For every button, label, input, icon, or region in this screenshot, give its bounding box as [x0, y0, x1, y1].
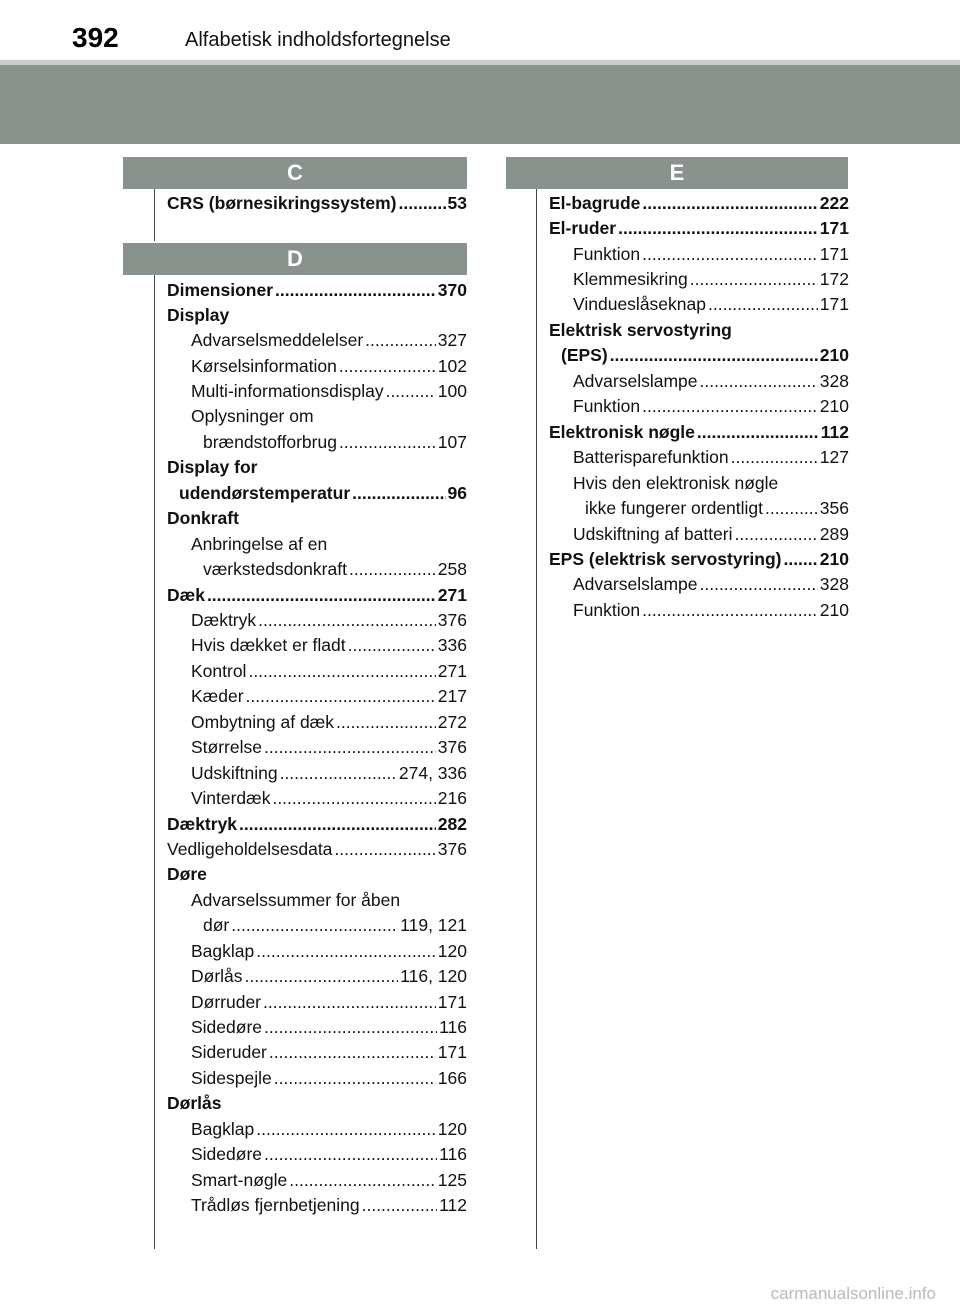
index-entry[interactable]	[573, 522, 849, 547]
index-entry[interactable]	[191, 1168, 467, 1193]
entry-page: 112	[820, 422, 849, 442]
entry-text: ikke fungerer ordentligt	[585, 498, 764, 518]
index-entry[interactable]	[573, 292, 849, 317]
dot-leader	[362, 1193, 437, 1218]
entry-page: 210	[819, 600, 849, 620]
entry-page: 328	[819, 574, 849, 594]
entry-text: Sidespejle	[191, 1068, 272, 1088]
entry-text: Dæktryk	[167, 814, 238, 834]
entry-page: 217	[437, 686, 467, 706]
dot-leader	[274, 1066, 436, 1091]
dot-leader	[765, 496, 818, 521]
dot-leader	[708, 292, 818, 317]
entry-page: 171	[819, 294, 849, 314]
index-entry[interactable]	[191, 633, 467, 658]
entry-text: Udskiftning af batteri	[573, 524, 733, 544]
page-number: 392	[72, 22, 119, 53]
index-entry[interactable]	[191, 964, 467, 989]
entry-text: CRS (børnesikringssystem)	[167, 193, 397, 213]
index-entry[interactable]	[167, 837, 467, 862]
dot-leader	[258, 608, 436, 633]
index-heading: Døre	[167, 864, 207, 884]
dot-leader	[610, 343, 818, 368]
index-entry[interactable]	[191, 684, 467, 709]
dot-leader	[264, 1015, 437, 1040]
dot-leader	[642, 242, 818, 267]
index-subheading: Advarselssummer for åben	[191, 890, 401, 910]
entry-text: dør	[203, 915, 230, 935]
dot-leader	[246, 684, 436, 709]
entry-page: 327	[437, 330, 467, 350]
entry-page: 112	[439, 1195, 467, 1215]
index-entry[interactable]	[573, 267, 849, 292]
column-rule	[536, 189, 537, 1249]
index-entry[interactable]	[191, 1040, 467, 1065]
entry-text: Elektronisk nøgle	[549, 422, 695, 442]
entry-text: Dørlås	[191, 966, 243, 986]
index-entry[interactable]	[549, 547, 849, 572]
index-entry[interactable]	[191, 1066, 467, 1091]
index-entry[interactable]	[191, 328, 467, 353]
entry-page: 96	[447, 483, 467, 503]
index-entry[interactable]	[573, 572, 849, 597]
index-entry[interactable]	[203, 913, 467, 938]
index-entry[interactable]	[573, 242, 849, 267]
dot-leader	[231, 913, 398, 938]
dot-leader	[352, 481, 445, 506]
entry-page: 171	[437, 1042, 467, 1062]
section-header-e: E	[506, 157, 848, 189]
entry-text: Bagklap	[191, 941, 255, 961]
entry-text: EPS (elektrisk servostyring)	[549, 549, 782, 569]
column-rule	[154, 275, 155, 1249]
entry-text: Advarselsmeddelelser	[191, 330, 364, 350]
entry-page: 376	[437, 737, 467, 757]
dot-leader	[735, 522, 818, 547]
index-entry[interactable]	[549, 420, 849, 445]
header-band	[0, 65, 960, 144]
entry-text: Vinterdæk	[191, 788, 271, 808]
entry-page: 222	[819, 193, 849, 213]
entry-text: Funktion	[573, 396, 641, 416]
entry-text: Funktion	[573, 244, 641, 264]
index-subheading: Oplysninger om	[191, 406, 314, 426]
entry-text: Vindueslåseknap	[573, 294, 706, 314]
entry-text: Dæktryk	[191, 610, 257, 630]
entry-text: Sidedøre	[191, 1144, 263, 1164]
entry-page: 120	[437, 1119, 467, 1139]
dot-leader	[280, 761, 397, 786]
index-entry[interactable]	[549, 191, 849, 216]
dot-leader	[731, 445, 818, 470]
entry-text: Multi-informationsdisplay	[191, 381, 384, 401]
index-entry[interactable]	[191, 761, 467, 786]
index-entry[interactable]	[191, 1142, 467, 1167]
watermark: carmanualsonline.info	[770, 1284, 936, 1303]
index-entry[interactable]	[203, 557, 467, 582]
entry-text: Smart-nøgle	[191, 1170, 288, 1190]
entry-text: Udskiftning	[191, 763, 278, 783]
entry-text: Batterisparefunktion	[573, 447, 729, 467]
dot-leader	[272, 786, 435, 811]
dot-leader	[207, 583, 436, 608]
index-entry[interactable]	[191, 786, 467, 811]
dot-leader	[256, 1117, 436, 1142]
entry-page: 127	[819, 447, 849, 467]
entry-text: Vedligeholdelsesdata	[167, 839, 333, 859]
entry-page: 274, 336	[398, 763, 467, 783]
entry-text: udendørstemperatur	[179, 483, 351, 503]
dot-leader	[339, 354, 436, 379]
entry-page: 210	[819, 396, 849, 416]
index-entry[interactable]	[179, 481, 467, 506]
entry-page: 376	[437, 839, 467, 859]
entry-page: 100	[437, 381, 467, 401]
index-entry[interactable]	[191, 659, 467, 684]
section-header-c: C	[123, 157, 467, 189]
dot-leader	[336, 710, 436, 735]
dot-leader	[256, 939, 436, 964]
index-entry[interactable]	[549, 216, 849, 241]
index-entry[interactable]	[191, 710, 467, 735]
dot-leader	[697, 420, 819, 445]
dot-leader	[642, 394, 818, 419]
index-entry[interactable]	[191, 1193, 467, 1218]
entry-page: 370	[437, 280, 467, 300]
entry-page: 102	[437, 356, 467, 376]
index-subheading: Hvis den elektronisk nøgle	[573, 473, 779, 493]
entry-text: Klemmesikring	[573, 269, 688, 289]
entry-page: 328	[819, 371, 849, 391]
entry-text: Dæk	[167, 585, 205, 605]
dot-leader	[245, 964, 399, 989]
entry-page: 336	[437, 635, 467, 655]
index-entry[interactable]	[191, 939, 467, 964]
index-entry[interactable]	[167, 583, 467, 608]
index-entry[interactable]	[561, 343, 849, 368]
entry-text: Hvis dækket er fladt	[191, 635, 346, 655]
entry-text: brændstofforbrug	[203, 432, 337, 452]
index-heading: Display for	[167, 457, 258, 477]
entry-text: El-bagrude	[549, 193, 641, 213]
dot-leader	[365, 328, 436, 353]
index-entry[interactable]	[191, 608, 467, 633]
dot-leader	[700, 369, 818, 394]
entry-text: Dørruder	[191, 992, 262, 1012]
entry-page: 171	[437, 992, 467, 1012]
entry-page: 53	[447, 193, 467, 213]
entry-text: Kæder	[191, 686, 244, 706]
dot-leader	[399, 191, 446, 216]
dot-leader	[642, 191, 817, 216]
dot-leader	[690, 267, 818, 292]
entry-page: 216	[437, 788, 467, 808]
index-entry[interactable]	[191, 1117, 467, 1142]
dot-leader	[386, 379, 436, 404]
entry-text: Trådløs fjernbetjening	[191, 1195, 360, 1215]
dot-leader	[334, 837, 435, 862]
dot-leader	[275, 278, 436, 303]
dot-leader	[289, 1168, 436, 1193]
entry-page: 116	[439, 1017, 467, 1037]
entry-text: Bagklap	[191, 1119, 255, 1139]
dot-leader	[783, 547, 817, 572]
entry-text: Advarselslampe	[573, 574, 698, 594]
dot-leader	[239, 812, 436, 837]
dot-leader	[348, 633, 436, 658]
entry-page: 289	[819, 524, 849, 544]
entry-text: (EPS)	[561, 345, 608, 365]
index-entry[interactable]	[191, 990, 467, 1015]
entry-page: 282	[437, 814, 467, 834]
entry-text: Sideruder	[191, 1042, 267, 1062]
entry-page: 107	[437, 432, 467, 452]
entry-page: 210	[819, 345, 849, 365]
entry-text: Ombytning af dæk	[191, 712, 334, 732]
index-entry[interactable]	[167, 812, 467, 837]
entry-page: 171	[819, 218, 849, 238]
page-title: Alfabetisk indholdsfortegnelse	[185, 29, 451, 51]
entry-page: 171	[819, 244, 849, 264]
entry-text: Advarselslampe	[573, 371, 698, 391]
entry-text: El-ruder	[549, 218, 617, 238]
entry-page: 166	[437, 1068, 467, 1088]
index-entry[interactable]	[167, 278, 467, 303]
entry-page: 356	[819, 498, 849, 518]
entry-page: 125	[437, 1170, 467, 1190]
entry-page: 116, 120	[400, 966, 467, 986]
entry-page: 376	[437, 610, 467, 630]
index-entry[interactable]	[191, 354, 467, 379]
entry-page: 271	[437, 585, 467, 605]
entry-page: 120	[437, 941, 467, 961]
dot-leader	[700, 572, 818, 597]
dot-leader	[248, 659, 435, 684]
entry-page: 272	[437, 712, 467, 732]
entry-page: 119, 121	[400, 915, 467, 935]
entry-page: 210	[819, 549, 849, 569]
section-header-d: D	[123, 243, 467, 275]
entry-text: Størrelse	[191, 737, 262, 757]
dot-leader	[642, 598, 818, 623]
index-entry[interactable]	[573, 394, 849, 419]
index-entry[interactable]	[573, 445, 849, 470]
entry-text: værkstedsdonkraft	[203, 559, 347, 579]
entry-text: Dimensioner	[167, 280, 273, 300]
entry-text: Kørselsinformation	[191, 356, 337, 376]
index-heading: Display	[167, 305, 230, 325]
dot-leader	[349, 557, 436, 582]
page-header	[0, 0, 960, 60]
index-entry[interactable]	[573, 369, 849, 394]
dot-leader	[269, 1040, 436, 1065]
index-entry[interactable]	[191, 1015, 467, 1040]
index-entry[interactable]	[203, 430, 467, 455]
entry-text: Funktion	[573, 600, 641, 620]
index-entry[interactable]	[191, 735, 467, 760]
column-rule	[154, 189, 155, 241]
index-entry[interactable]	[585, 496, 849, 521]
entry-text: Kontrol	[191, 661, 247, 681]
dot-leader	[264, 1142, 437, 1167]
index-entry[interactable]	[573, 598, 849, 623]
index-subheading: Anbringelse af en	[191, 534, 328, 554]
index-entry[interactable]	[167, 191, 467, 216]
dot-leader	[339, 430, 436, 455]
entry-page: 258	[437, 559, 467, 579]
index-heading: Elektrisk servostyring	[549, 320, 732, 340]
entry-page: 116	[439, 1144, 467, 1164]
index-entry[interactable]	[191, 379, 467, 404]
entry-page: 172	[819, 269, 849, 289]
index-heading: Dørlås	[167, 1093, 222, 1113]
entry-text: Sidedøre	[191, 1017, 263, 1037]
entry-page: 271	[437, 661, 467, 681]
dot-leader	[264, 735, 436, 760]
index-heading: Donkraft	[167, 508, 239, 528]
dot-leader	[263, 990, 436, 1015]
dot-leader	[618, 216, 818, 241]
